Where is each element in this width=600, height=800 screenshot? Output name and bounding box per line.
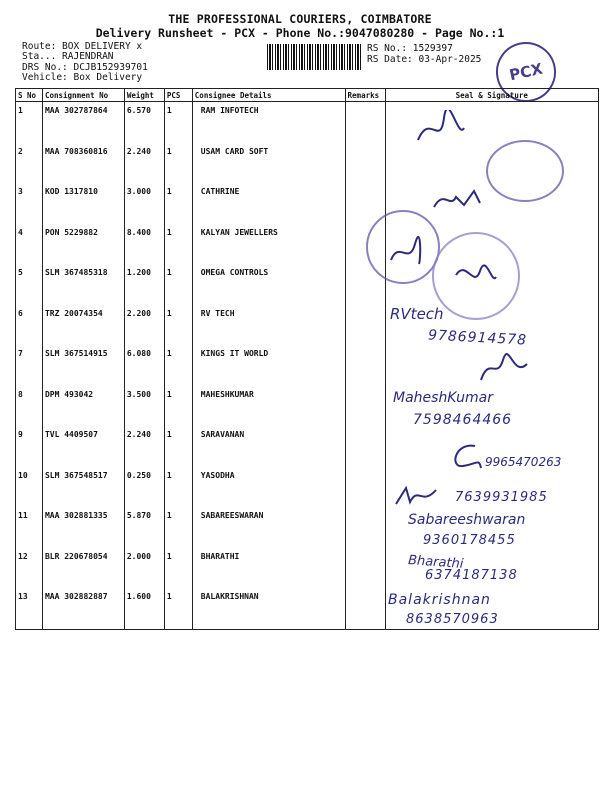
signature-balakrishnan: Balakrishnan xyxy=(388,592,491,608)
remarks-cell xyxy=(345,548,385,589)
consignment-no: SLM 367548517 xyxy=(42,467,124,508)
consignment-no: MAA 302787864 xyxy=(42,102,124,143)
consignee-name: CATHRINE xyxy=(192,183,345,224)
pcs-value: 1 xyxy=(164,264,192,305)
column-header: Consignee Details xyxy=(192,89,345,102)
column-header: Remarks xyxy=(345,89,385,102)
row-sno: 11 xyxy=(16,507,43,548)
row-sno: 1 xyxy=(16,102,43,143)
pcs-value: 1 xyxy=(164,507,192,548)
vehicle-label: Vehicle: Box Delivery xyxy=(22,72,143,83)
consignment-no: DPM 493042 xyxy=(42,386,124,427)
pcs-value: 1 xyxy=(164,548,192,589)
consignment-no: MAA 302881335 xyxy=(42,507,124,548)
consignee-name: KINGS IT WORLD xyxy=(192,345,345,386)
remarks-cell xyxy=(345,507,385,548)
consignee-name: USAM CARD SOFT xyxy=(192,143,345,184)
consignee-name: RV TECH xyxy=(192,305,345,346)
runsheet-subtitle: Delivery Runsheet - PCX - Phone No.:9047080280 - Page No.:1 xyxy=(95,26,505,40)
consignee-name: RAM INFOTECH xyxy=(192,102,345,143)
weight-value: 1.200 xyxy=(124,264,164,305)
consignment-no: TRZ 20074354 xyxy=(42,305,124,346)
signature-scribble xyxy=(450,255,500,295)
consignee-name: OMEGA CONTROLS xyxy=(192,264,345,305)
signature-rvtech: RVtech xyxy=(390,305,444,323)
signature-scribble xyxy=(445,438,485,478)
signature-scribble xyxy=(430,185,490,215)
pcs-value: 1 xyxy=(164,588,192,629)
remarks-cell xyxy=(345,426,385,467)
consignment-no: MAA 708360816 xyxy=(42,143,124,184)
consignment-no: SLM 367514915 xyxy=(42,345,124,386)
signature-yasodha-phone: 9965470263 xyxy=(485,455,562,469)
company-seal xyxy=(486,140,564,202)
weight-value: 3.500 xyxy=(124,386,164,427)
route-label: Route: BOX DELIVERY x xyxy=(22,41,143,52)
row-sno: 10 xyxy=(16,467,43,508)
pcs-value: 1 xyxy=(164,426,192,467)
table-row xyxy=(16,102,599,143)
row-sno: 4 xyxy=(16,224,43,265)
weight-value: 1.600 xyxy=(124,588,164,629)
row-sno: 12 xyxy=(16,548,43,589)
weight-value: 2.240 xyxy=(124,143,164,184)
weight-value: 6.570 xyxy=(124,102,164,143)
row-sno: 8 xyxy=(16,386,43,427)
signature-scribble xyxy=(392,480,442,510)
consignment-no: TVL 4409507 xyxy=(42,426,124,467)
remarks-cell xyxy=(345,588,385,629)
consignee-name: SABAREESWARAN xyxy=(192,507,345,548)
weight-value: 6.080 xyxy=(124,345,164,386)
row-sno: 2 xyxy=(16,143,43,184)
consignment-no: MAA 302882887 xyxy=(42,588,124,629)
weight-value: 2.000 xyxy=(124,548,164,589)
signature-row10-phone: 7639931985 xyxy=(455,490,548,505)
remarks-cell xyxy=(345,467,385,508)
consignee-name: YASODHA xyxy=(192,467,345,508)
pcs-value: 1 xyxy=(164,305,192,346)
row-sno: 13 xyxy=(16,588,43,629)
row-sno: 5 xyxy=(16,264,43,305)
row-sno: 6 xyxy=(16,305,43,346)
rs-number: RS No.: 1529397 xyxy=(367,43,453,54)
pcs-value: 1 xyxy=(164,224,192,265)
signature-sabareeswaran-phone: 9360178455 xyxy=(423,533,516,548)
consignment-no: KOD 1317810 xyxy=(42,183,124,224)
signature-scribble xyxy=(410,110,470,150)
pcs-value: 1 xyxy=(164,102,192,143)
remarks-cell xyxy=(345,102,385,143)
pcs-value: 1 xyxy=(164,345,192,386)
pcs-value: 1 xyxy=(164,467,192,508)
column-header: Consignment No xyxy=(42,89,124,102)
weight-value: 2.200 xyxy=(124,305,164,346)
barcode xyxy=(267,44,362,70)
pcs-value: 1 xyxy=(164,143,192,184)
signature-scribble xyxy=(475,350,535,390)
consignment-no: BLR 220678054 xyxy=(42,548,124,589)
column-header: Seal & Signature xyxy=(385,89,598,102)
column-header: S No xyxy=(16,89,43,102)
consignee-name: KALYAN JEWELLERS xyxy=(192,224,345,265)
remarks-cell xyxy=(345,305,385,346)
rs-date: RS Date: 03-Apr-2025 xyxy=(367,54,482,65)
remarks-cell xyxy=(345,345,385,386)
table-row xyxy=(16,588,599,629)
signature-maheshkumar: MaheshKumar xyxy=(393,390,493,406)
pcs-value: 1 xyxy=(164,183,192,224)
table-header xyxy=(16,89,599,102)
weight-value: 8.400 xyxy=(124,224,164,265)
consignee-name: MAHESHKUMAR xyxy=(192,386,345,427)
remarks-cell xyxy=(345,386,385,427)
signature-rvtech-phone: 9786914578 xyxy=(427,327,528,349)
weight-value: 5.870 xyxy=(124,507,164,548)
row-sno: 3 xyxy=(16,183,43,224)
consignment-no: SLM 367485318 xyxy=(42,264,124,305)
row-sno: 9 xyxy=(16,426,43,467)
staff-label: Sta... RAJENDRAN xyxy=(22,51,114,62)
row-sno: 7 xyxy=(16,345,43,386)
signature-bharathi-phone: 6374187138 xyxy=(425,568,518,583)
signature-scribble xyxy=(385,230,425,270)
consignee-name: BALAKRISHNAN xyxy=(192,588,345,629)
remarks-cell xyxy=(345,143,385,184)
consignment-no: PON 5229882 xyxy=(42,224,124,265)
signature-sabareeswaran: Sabareeshwaran xyxy=(408,512,526,528)
runsheet-title: THE PROFESSIONAL COURIERS, COIMBATORE xyxy=(168,12,432,26)
column-header: PCS xyxy=(164,89,192,102)
column-header: Weight xyxy=(124,89,164,102)
signature-maheshkumar-phone: 7598464466 xyxy=(413,412,513,428)
signature-balakrishnan-phone: 8638570963 xyxy=(406,612,499,627)
consignee-name: BHARATHI xyxy=(192,548,345,589)
weight-value: 3.000 xyxy=(124,183,164,224)
consignee-name: SARAVANAN xyxy=(192,426,345,467)
weight-value: 2.240 xyxy=(124,426,164,467)
pcx-stamp: PCX xyxy=(490,36,561,107)
signature-bharathi: Bharathi xyxy=(407,553,464,572)
weight-value: 0.250 xyxy=(124,467,164,508)
pcs-value: 1 xyxy=(164,386,192,427)
drs-number: DRS No.: DCJB152939701 xyxy=(22,62,148,73)
